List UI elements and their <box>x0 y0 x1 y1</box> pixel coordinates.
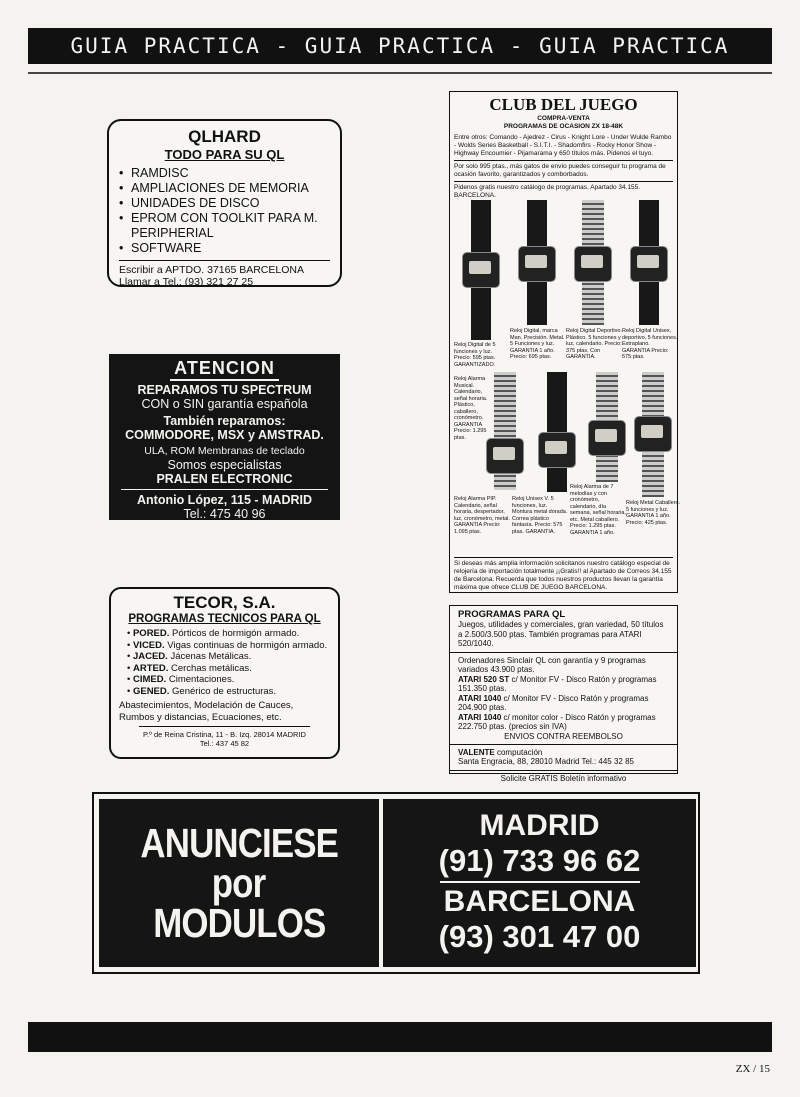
progql-text: Juegos, utilidades y comerciales, gran variedad, 50 títulos a 2.500/3.500 ptas. También programas para ATARI 520/1040. <box>458 620 664 648</box>
watch-caption: Reloj Unisex V. 5 funciones, luz. Montura metal dorada. Correa plástico fantasía. Precio: 575 ptas. GARANTIA. <box>512 496 568 535</box>
watch-caption: Reloj Digital Deportivo. Plástico. 5 funciones y luz, calendario. Precio: 375 ptas. Con GARANTIA. <box>566 328 622 360</box>
divider <box>454 181 673 182</box>
tecor-subtitle: PROGRAMAS TECNICOS PARA QL <box>128 613 321 625</box>
watch-caption: Reloj Alarma Musical. Calendario, señal horaria. Plástico, caballero, cronómetro. GARANTIA Precio: 1.295 ptas. <box>454 376 488 441</box>
watch-caption: Reloj Digital, marca Man. Precisión. Metal. 5 Funciones y luz. GARANTIA 1 año. Precio: 695 ptas. <box>510 328 565 360</box>
watch-caption: Reloj Alarma de 7 melodías y con cronómetro, calendario, día semana, señal horaria, etc. Metal caballero. Precio: 1.295 ptas. GARANTIA 1 año. <box>570 484 626 536</box>
banner-rule <box>28 72 772 74</box>
tecor-list <box>119 628 330 697</box>
progql-text: Ordenadores Sinclair QL con garantía y 9 programas variados 43.900 ptas. <box>458 655 646 674</box>
divider <box>450 652 677 653</box>
contact-panel <box>383 799 696 967</box>
club-sub: PROGRAMAS DE OCASION ZX 18-48K <box>503 123 624 130</box>
ad-club-del-juego <box>449 91 681 593</box>
qlhard-title: QLHARD <box>188 127 261 146</box>
list-item: • RAMDISC <box>131 166 330 181</box>
watch-image <box>454 200 508 340</box>
phone-barcelona: (93) 301 47 00 <box>438 919 641 954</box>
city-madrid: MADRID <box>479 809 600 842</box>
qlhard-subtitle: TODO PARA SU QL <box>164 147 285 162</box>
list-item: • SOFTWARE <box>131 241 330 256</box>
progql-address: Santa Engracia, 88, 28010 Madrid Tel.: 445 32 85 <box>458 757 634 766</box>
anunciese-line: MODULOS <box>152 900 326 946</box>
club-sub: COMPRA-VENTA <box>537 115 590 122</box>
watch-caption: Reloj Alarma PIP. Calendario, señal horaria, despertador, luz, cronómetro, metal. GARANTIA Precio: 1.095 ptas. <box>454 496 510 535</box>
ad-atencion <box>109 354 340 520</box>
list-item: • CIMED. Cimentaciones. <box>127 674 235 685</box>
divider <box>454 160 673 161</box>
watch-image <box>626 372 680 497</box>
ad-anunciese <box>92 792 700 974</box>
atencion-line: REPARAMOS TU SPECTRUM <box>137 383 312 397</box>
club-title: CLUB DEL JUEGO <box>489 95 638 114</box>
club-catalog: Pidenos gratis nuestro catálogo de programas. Apartado 34.155. BARCELONA. <box>454 184 641 199</box>
watch-image <box>622 200 676 325</box>
atencion-line: COMMODORE, MSX y AMSTRAD. <box>125 428 324 442</box>
progql-boletin: Solicite GRATIS Boletín informativo <box>500 773 627 783</box>
watch-caption: Reloj Metal Caballero. 5 funciones y luz. GARANTIA 1 año. Precio: 425 ptas. <box>626 500 681 526</box>
list-item: • JACED. Jácenas Metálicas. <box>127 651 252 662</box>
watch-image <box>530 372 584 492</box>
list-item: • VICED. Vigas continuas de hormigón armado. <box>127 639 328 651</box>
tecor-title: TECOR, S.A. <box>173 593 276 612</box>
atencion-phone: Tel.: 475 40 96 <box>183 507 266 521</box>
phone-madrid: (91) 733 96 62 <box>438 843 641 878</box>
qlhard-list <box>119 166 330 256</box>
watch-image <box>478 372 532 490</box>
list-item: • PORED. Pórticos de hormigón armado. <box>127 628 300 639</box>
progql-text: ATARI 1040 c/ monitor color - Disco Ratón y programas 222.750 ptas. (precios sin IVA) <box>458 712 656 731</box>
ad-qlhard <box>107 119 342 287</box>
anunciese-panel <box>99 799 379 967</box>
club-offer: Por solo 995 ptas., más gatos de envío puedes conseguir tu programa de ocasión favorito, garantizados y comborbados. <box>454 163 666 178</box>
progql-envios: ENVIOS CONTRA REEMBOLSO <box>504 731 623 741</box>
atencion-line: ULA, ROM Membranas de teclado <box>144 445 305 457</box>
qlhard-contact-phone: Llamar a Tel.: (93) 321 27 25 <box>119 276 254 288</box>
progql-title: PROGRAMAS PARA QL <box>458 609 566 620</box>
anunciese-line: por <box>212 860 266 906</box>
atencion-line: PRALEN ELECTRONIC <box>156 472 293 486</box>
list-item: • EPROM CON TOOLKIT PARA M. PERIPHERIAL <box>131 211 330 241</box>
divider <box>121 489 328 490</box>
page-number: ZX / 15 <box>735 1063 770 1075</box>
ad-programas-ql <box>449 605 678 783</box>
anunciese-line: ANUNCIESE <box>140 820 338 866</box>
atencion-address: Antonio López, 115 - MADRID <box>137 493 312 507</box>
divider <box>119 260 330 261</box>
banner-text: GUIA PRACTICA - GUIA PRACTICA - GUIA PRACTICA <box>70 34 730 58</box>
atencion-title: ATENCION <box>170 358 279 381</box>
atencion-line: También reparamos: <box>163 414 286 428</box>
top-banner <box>28 28 772 64</box>
watch-gallery <box>454 200 681 536</box>
divider <box>450 744 677 745</box>
atencion-line: CON o SIN garantía española <box>141 397 308 411</box>
divider <box>440 881 640 883</box>
club-intro: Entre otros: Comando - Ajedrez - Cirus - Knight Lore - Under Wulde Rambo - Wolds Series Basketball - S.I.T.I. - Shadomfirs - Rocky Honor Show - Highway Encoumier - Pijamarama y 650 títulos más. Pidenos el tuyo. <box>454 134 672 157</box>
tecor-address: P.º de Reina Cristina, 11 - B. Izq. 28014 MADRID <box>143 730 306 739</box>
tecor-phone: Tel.: 437 45 82 <box>199 739 250 748</box>
atencion-line: Somos especialistas <box>167 458 282 472</box>
city-barcelona: BARCELONA <box>443 885 636 918</box>
qlhard-contact-mail: Escribir a APTDO. 37165 BARCELONA <box>119 264 304 276</box>
ad-tecor <box>109 587 340 759</box>
divider <box>139 726 310 727</box>
progql-text: ATARI 520 ST c/ Monitor FV - Disco Ratón y programas 151.350 ptas. <box>458 674 657 693</box>
bottom-bar <box>28 1022 772 1052</box>
list-item: • UNIDADES DE DISCO <box>131 196 330 211</box>
club-footer: Si deseas más amplia información solicitanos nuestro catálogo especial de relojería de importación totalmente ¡¡Gratis!! al Apartado de Correos 34.155 de Barcelona. Recuerda que todos nuestros productos llevan la garantía máxima que ofrece CLUB DE JUEGO BARCELONA. <box>454 560 672 591</box>
progql-text: ATARI 1040 c/ Monitor FV - Disco Ratón y programas 204.900 ptas. <box>458 693 649 712</box>
list-item: • GENED. Genérico de estructuras. <box>127 685 277 697</box>
list-item: • ARTED. Cerchas metálicas. <box>127 662 252 674</box>
divider <box>454 557 673 558</box>
progql-valente: VALENTE computación <box>458 747 543 757</box>
watch-image <box>510 200 564 325</box>
divider <box>450 770 677 771</box>
list-item: • AMPLIACIONES DE MEMORIA <box>131 181 330 196</box>
watch-caption: Reloj Digital Unisex, deportivo, 5 funciones. Extraplano. GARANTIA Precio: 575 ptas. <box>622 328 678 360</box>
watch-image <box>566 200 620 325</box>
tecor-extra: Abastecimientos, Modelación de Cauces, Rumbos y distancias, Ecuaciones, etc. <box>119 700 294 723</box>
watch-caption: Reloj Digital de 5 funciones y luz. Precio: 595 ptas. GARANTIZADO. <box>454 342 496 368</box>
